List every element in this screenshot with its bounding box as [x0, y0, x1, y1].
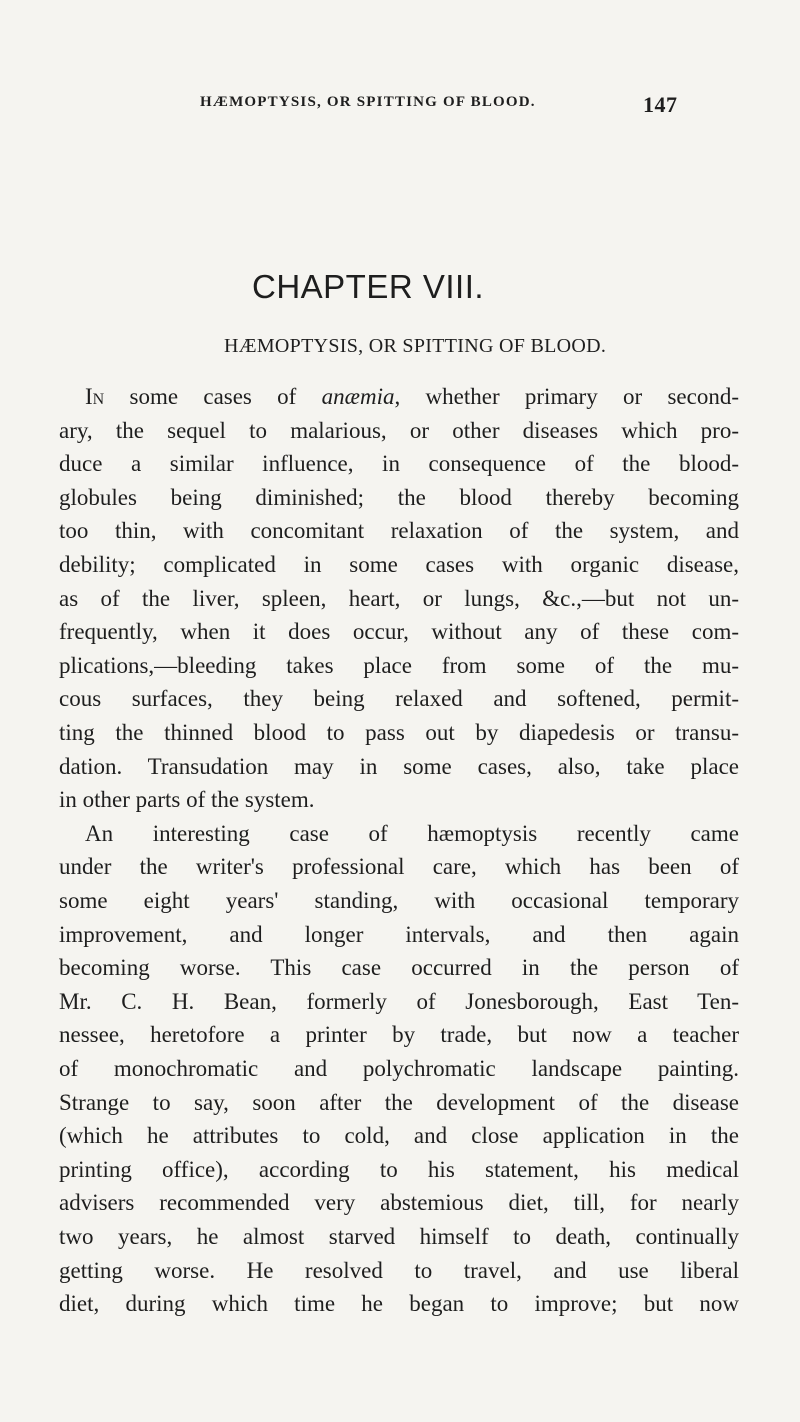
text-line: getting worse. He resolved to travel, and use liberal — [59, 1258, 739, 1283]
text-line: becoming worse. This case occurred in the person of — [59, 955, 739, 980]
text-line: ary, the sequel to malarious, or other diseases which pro- — [59, 418, 739, 443]
text-line: Strange to say, soon after the development of the disease — [59, 1090, 739, 1115]
text-line: in other parts of the system. — [59, 787, 315, 812]
text-line: improvement, and longer intervals, and then again — [59, 922, 739, 947]
text-line: cous surfaces, they being relaxed and softened, permit- — [59, 686, 739, 711]
text-line: frequently, when it does occur, without any of these com- — [59, 619, 739, 644]
text-line: duce a similar influence, in consequence of the blood- — [59, 451, 739, 476]
paragraph-first-line: In some cases of anæmia, whether primary or second- — [85, 384, 739, 409]
text-line: (which he attributes to cold, and close application in the — [59, 1123, 739, 1148]
text-line: two years, he almost starved himself to death, continually — [59, 1224, 739, 1249]
text-line: debility; complicated in some cases with organic disease, — [59, 552, 739, 577]
text-line: An interesting case of hæmoptysis recently came — [85, 821, 739, 846]
text-line: of monochromatic and polychromatic landscape painting. — [59, 1056, 739, 1081]
text-line: globules being diminished; the blood thereby becoming — [59, 485, 739, 510]
text-line: Mr. C. H. Bean, formerly of Jonesborough, East Ten- — [59, 989, 739, 1014]
running-head: HÆMOPTYSIS, OR SPITTING OF BLOOD. — [200, 94, 536, 110]
text-line: diet, during which time he began to improve; but now — [59, 1291, 739, 1316]
text-line — [85, 383, 739, 411]
chapter-title: CHAPTER VIII. — [252, 268, 485, 305]
text-line: ting the thinned blood to pass out by diapedesis or transu- — [59, 720, 739, 745]
text-line: some eight years' standing, with occasional temporary — [59, 888, 739, 913]
text-line: as of the liver, spleen, heart, or lungs, &c.,—but not un- — [59, 586, 739, 611]
text-line: printing office), according to his statement, his medical — [59, 1157, 739, 1182]
page-number: 147 — [643, 92, 678, 117]
text-line: too thin, with concomitant relaxation of the system, and — [59, 518, 739, 543]
chapter-subtitle: HÆMOPTYSIS, OR SPITTING OF BLOOD. — [224, 335, 607, 357]
text-line: under the writer's professional care, which has been of — [59, 854, 739, 879]
text-line: advisers recommended very abstemious diet, till, for nearly — [59, 1190, 739, 1215]
text-line: dation. Transudation may in some cases, also, take place — [59, 754, 739, 779]
text-line: plications,—bleeding takes place from some of the mu- — [59, 653, 739, 678]
text-line: nessee, heretofore a printer by trade, but now a teacher — [59, 1022, 739, 1047]
